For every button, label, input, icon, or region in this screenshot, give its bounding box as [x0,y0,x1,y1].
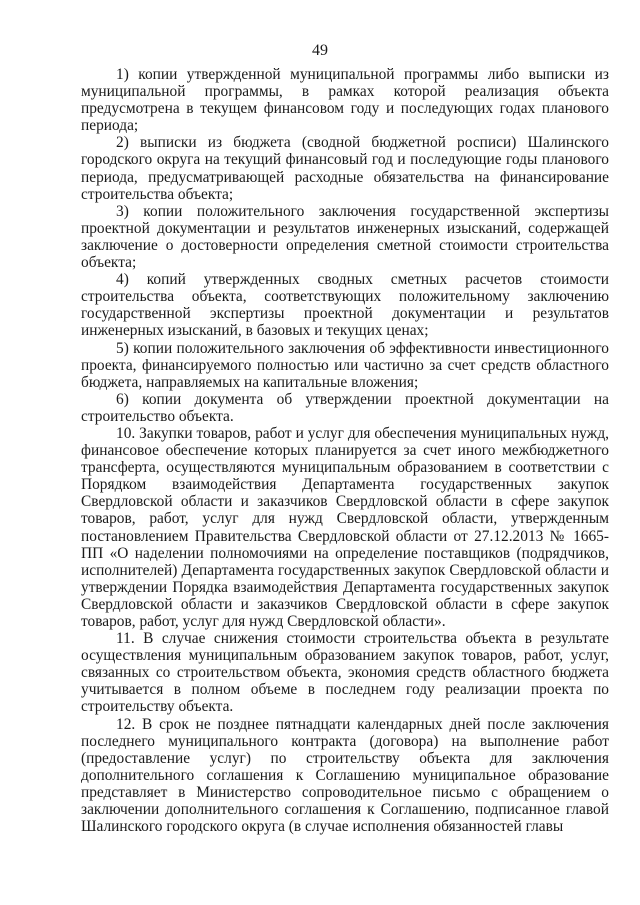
paragraph-clause-12: 12. В срок не позднее пятнадцати календарных дней после заключения последнего муниципального контракта (договора) на выполнение работ (предоставление услуг) по строительству объекта для заключения дополнительного соглашения к Соглашению муниципальное образование представляет в Министерство сопроводительное письмо с обращением о заключении дополнительного соглашения к Соглашению, подписанное главой Шалинского городского округа (в случае исполнения обязанностей главы [81,715,609,836]
paragraph-item-1: 1) копии утвержденной муниципальной программы либо выписки из муниципальной программы, в рамках которой реализация объекта предусмотрена в текущем финансовом году и последующих годах планового периода; [81,66,609,135]
paragraph-item-3: 3) копии положительного заключения государственной экспертизы проектной документации и результатов инженерных изысканий, содержащей заключение о достоверности определения сметной стоимости строительства объекта; [81,202,609,272]
page-number: 49 [312,42,328,59]
paragraph-item-6: 6) копии документа об утверждении проектной документации на строительство объекта. [81,390,609,425]
paragraph-item-5: 5) копии положительного заключения об эффективности инвестиционного проекта, финансируемого полностью или частично за счет средств областного бюджета, направляемых на капитальные вложения; [81,339,609,391]
paragraph-item-2: 2) выписки из бюджета (сводной бюджетной росписи) Шалинского городского округа на текущий финансовый год и последующие годы планового периода, предусматривающей расходные обязательства на финансирование строительства объекта; [81,134,609,203]
paragraph-item-4: 4) копий утвержденных сводных сметных расчетов стоимости строительства объекта, соответствующих положительному заключению государственной экспертизы проектной документации и результатов инженерных изысканий, в базовых и текущих ценах; [81,271,609,340]
paragraph-clause-10: 10. Закупки товаров, работ и услуг для обеспечения муниципальных нужд, финансовое обеспечение которых планируется за счет иного межбюджетного трансферта, осуществляются муниципальным образованием в соответствии с Порядком взаимодействия Департамента государственных закупок Свердловской области и заказчиков Свердловской области в сфере закупок товаров, работ, услуг для нужд Свердловской области, утвержденным постановлением Правительства Свердловской области от 27.12.2013 № 1665-ПП «О наделении полномочиями на определение поставщиков (подрядчиков, исполнителей) Департамента государственных закупок Свердловской области и утверждении Порядка взаимодействия Департамента государственных закупок Свердловской области и заказчиков Свердловской области в сфере закупок товаров, работ, услуг для нужд Свердловской области». [81,424,609,630]
paragraph-clause-11: 11. В случае снижения стоимости строительства объекта в результате осуществления муниципальным образованием закупок товаров, работ, услуг, связанных со строительством объекта, экономия средств областного бюджета учитывается в полном объеме в последнем году реализации проекта по строительству объекта. [81,630,609,716]
document-body [81,66,609,835]
